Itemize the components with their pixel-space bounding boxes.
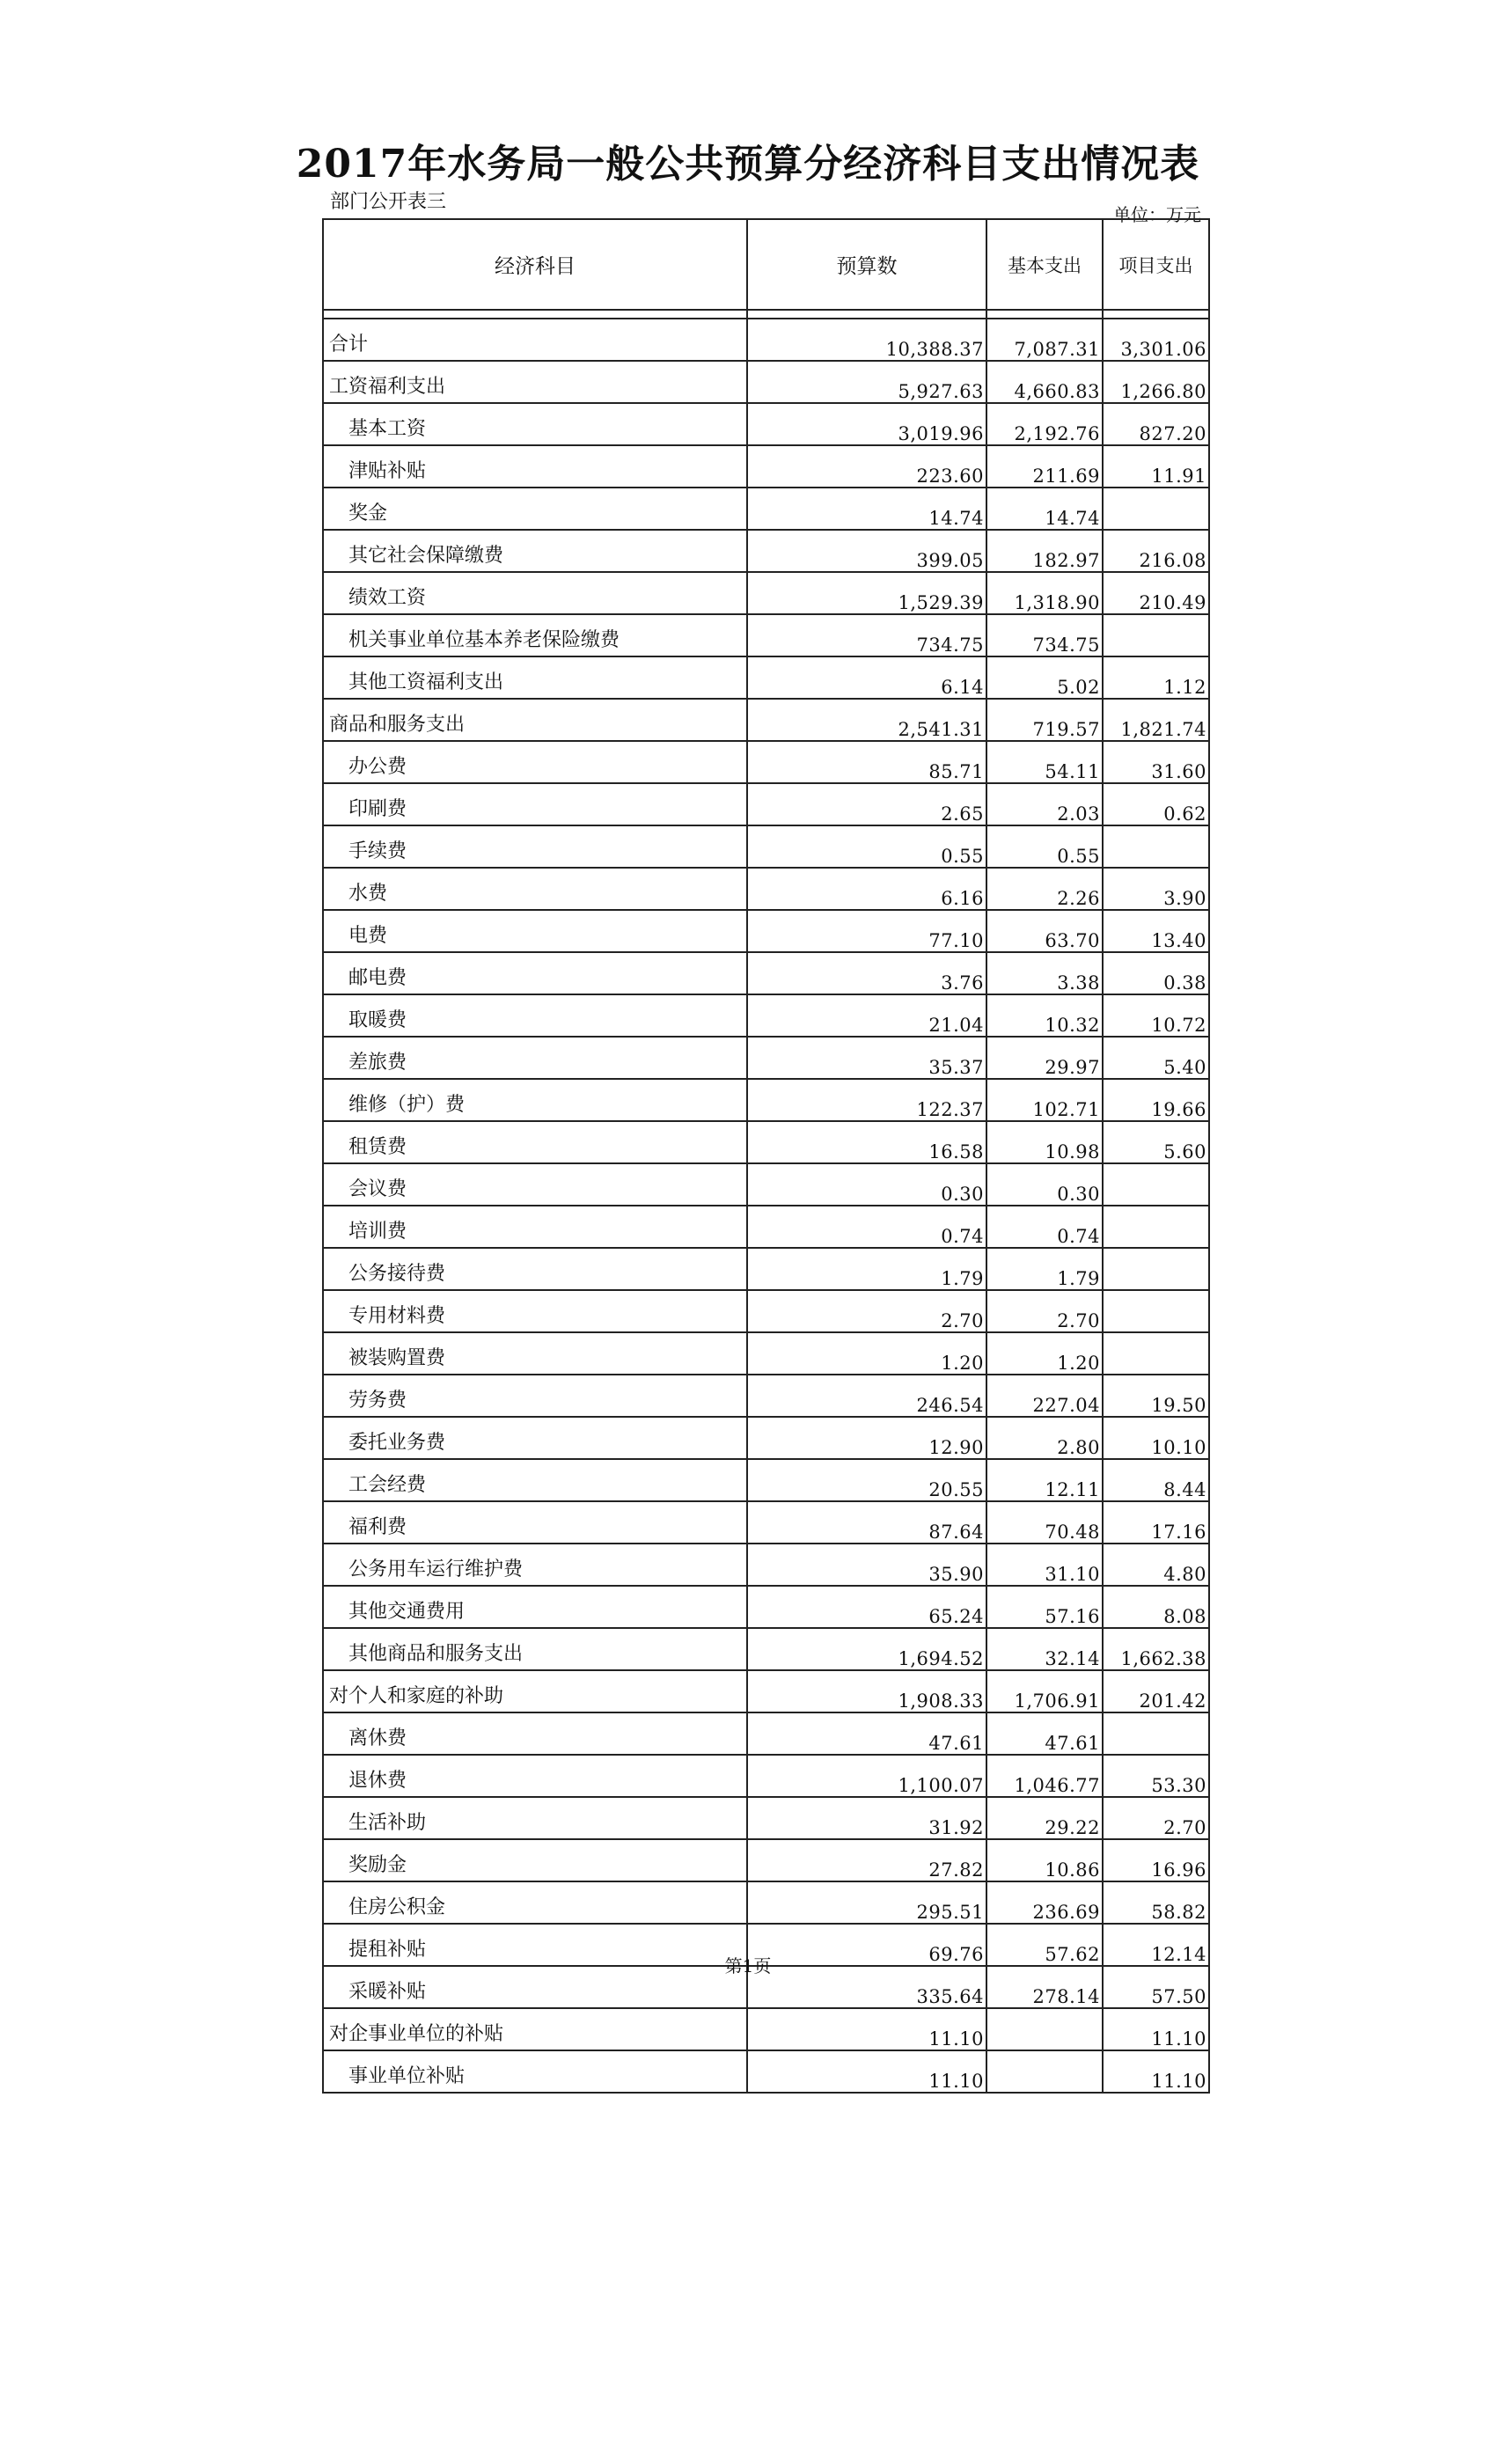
row-budget-cell: 0.55 — [747, 825, 986, 868]
row-basic-cell: 47.61 — [986, 1712, 1103, 1755]
row-name-cell: 水费 — [323, 868, 747, 910]
row-name-cell: 差旅费 — [323, 1037, 747, 1079]
row-project-cell: 0.62 — [1103, 783, 1209, 825]
row-name-cell: 其他交通费用 — [323, 1586, 747, 1628]
row-project-cell: 11.10 — [1103, 2008, 1209, 2050]
row-project-cell — [1103, 1332, 1209, 1375]
row-name-cell: 基本工资 — [323, 403, 747, 445]
row-name-cell: 退休费 — [323, 1755, 747, 1797]
row-project-cell — [1103, 1248, 1209, 1290]
row-budget-cell: 16.58 — [747, 1121, 986, 1163]
row-project-cell: 53.30 — [1103, 1755, 1209, 1797]
table-row — [323, 952, 1209, 994]
row-budget-cell: 10,388.37 — [747, 319, 986, 361]
row-basic-cell: 10.98 — [986, 1121, 1103, 1163]
row-project-cell: 3,301.06 — [1103, 319, 1209, 361]
row-budget-cell: 223.60 — [747, 445, 986, 488]
row-budget-cell: 2.70 — [747, 1290, 986, 1332]
row-basic-cell: 719.57 — [986, 699, 1103, 741]
table-row — [323, 1628, 1209, 1670]
row-basic-cell: 29.97 — [986, 1037, 1103, 1079]
row-budget-cell: 295.51 — [747, 1881, 986, 1924]
row-basic-cell: 12.11 — [986, 1459, 1103, 1501]
row-budget-cell: 0.30 — [747, 1163, 986, 1206]
row-project-cell: 16.96 — [1103, 1839, 1209, 1881]
row-basic-cell: 3.38 — [986, 952, 1103, 994]
row-budget-cell: 2.65 — [747, 783, 986, 825]
row-basic-cell: 14.74 — [986, 488, 1103, 530]
row-project-cell: 216.08 — [1103, 530, 1209, 572]
row-name-cell: 其他工资福利支出 — [323, 656, 747, 699]
row-name-cell: 会议费 — [323, 1163, 747, 1206]
row-project-cell — [1103, 1163, 1209, 1206]
table-body — [323, 310, 1209, 2093]
table-row — [323, 1248, 1209, 1290]
row-budget-cell: 335.64 — [747, 1966, 986, 2008]
row-budget-cell: 35.37 — [747, 1037, 986, 1079]
row-basic-cell: 10.32 — [986, 994, 1103, 1037]
row-project-cell: 210.49 — [1103, 572, 1209, 614]
table-row — [323, 403, 1209, 445]
row-budget-cell: 65.24 — [747, 1586, 986, 1628]
row-project-cell: 2.70 — [1103, 1797, 1209, 1839]
column-header-project: 项目支出 — [1103, 219, 1209, 310]
row-project-cell: 12.14 — [1103, 1924, 1209, 1966]
table-row — [323, 825, 1209, 868]
row-budget-cell: 77.10 — [747, 910, 986, 952]
table-header-row — [323, 219, 1209, 310]
row-name-cell: 工会经费 — [323, 1459, 747, 1501]
row-name-cell: 工资福利支出 — [323, 361, 747, 403]
row-name-cell: 公务用车运行维护费 — [323, 1544, 747, 1586]
row-basic-cell: 2.26 — [986, 868, 1103, 910]
row-basic-cell: 4,660.83 — [986, 361, 1103, 403]
row-name-cell: 奖励金 — [323, 1839, 747, 1881]
table-row — [323, 868, 1209, 910]
row-project-cell: 8.44 — [1103, 1459, 1209, 1501]
row-basic-cell: 29.22 — [986, 1797, 1103, 1839]
table-row — [323, 1712, 1209, 1755]
row-basic-cell: 57.62 — [986, 1924, 1103, 1966]
column-header-item: 经济科目 — [323, 219, 747, 310]
row-budget-cell: 246.54 — [747, 1375, 986, 1417]
row-budget-cell: 0.74 — [747, 1206, 986, 1248]
row-project-cell: 3.90 — [1103, 868, 1209, 910]
row-budget-cell: 20.55 — [747, 1459, 986, 1501]
row-basic-cell: 63.70 — [986, 910, 1103, 952]
row-basic-cell: 70.48 — [986, 1501, 1103, 1544]
row-name-cell: 租赁费 — [323, 1121, 747, 1163]
row-budget-cell: 3,019.96 — [747, 403, 986, 445]
table-row — [323, 994, 1209, 1037]
row-budget-cell: 27.82 — [747, 1839, 986, 1881]
table-row — [323, 488, 1209, 530]
row-name-cell: 津贴补贴 — [323, 445, 747, 488]
row-budget-cell: 12.90 — [747, 1417, 986, 1459]
table-row — [323, 783, 1209, 825]
row-basic-cell: 32.14 — [986, 1628, 1103, 1670]
row-project-cell — [1103, 825, 1209, 868]
row-project-cell: 8.08 — [1103, 1586, 1209, 1628]
row-project-cell: 0.38 — [1103, 952, 1209, 994]
row-basic-cell: 10.86 — [986, 1839, 1103, 1881]
row-basic-cell: 0.30 — [986, 1163, 1103, 1206]
row-budget-cell: 69.76 — [747, 1924, 986, 1966]
row-name-cell: 采暖补贴 — [323, 1966, 747, 2008]
table-row — [323, 530, 1209, 572]
table-row — [323, 1586, 1209, 1628]
row-basic-cell: 734.75 — [986, 614, 1103, 656]
column-header-budget: 预算数 — [747, 219, 986, 310]
table-row — [323, 1332, 1209, 1375]
row-name-cell: 取暖费 — [323, 994, 747, 1037]
table-row — [323, 614, 1209, 656]
row-basic-cell: 31.10 — [986, 1544, 1103, 1586]
row-name-cell: 其他商品和服务支出 — [323, 1628, 747, 1670]
table-row — [323, 1037, 1209, 1079]
row-project-cell — [1103, 1712, 1209, 1755]
row-basic-cell: 2.70 — [986, 1290, 1103, 1332]
table-row — [323, 1797, 1209, 1839]
row-project-cell: 10.10 — [1103, 1417, 1209, 1459]
table-row — [323, 572, 1209, 614]
row-name-cell: 对个人和家庭的补助 — [323, 1670, 747, 1712]
row-project-cell: 19.66 — [1103, 1079, 1209, 1121]
row-project-cell: 17.16 — [1103, 1501, 1209, 1544]
table-row — [323, 1375, 1209, 1417]
row-budget-cell: 21.04 — [747, 994, 986, 1037]
row-project-cell: 5.60 — [1103, 1121, 1209, 1163]
row-project-cell: 1,266.80 — [1103, 361, 1209, 403]
row-budget-cell: 1.79 — [747, 1248, 986, 1290]
row-basic-cell — [986, 2008, 1103, 2050]
row-basic-cell: 1.79 — [986, 1248, 1103, 1290]
row-project-cell: 201.42 — [1103, 1670, 1209, 1712]
row-name-cell: 福利费 — [323, 1501, 747, 1544]
row-budget-cell: 47.61 — [747, 1712, 986, 1755]
column-header-basic: 基本支出 — [986, 219, 1103, 310]
row-name-cell: 印刷费 — [323, 783, 747, 825]
table-row — [323, 1544, 1209, 1586]
row-project-cell — [1103, 614, 1209, 656]
row-budget-cell: 1,908.33 — [747, 1670, 986, 1712]
table-row — [323, 1163, 1209, 1206]
table-row — [323, 1290, 1209, 1332]
row-project-cell: 57.50 — [1103, 1966, 1209, 2008]
row-name-cell: 被装购置费 — [323, 1332, 747, 1375]
table-row — [323, 1670, 1209, 1712]
row-project-cell: 10.72 — [1103, 994, 1209, 1037]
row-basic-cell: 227.04 — [986, 1375, 1103, 1417]
table-row — [323, 741, 1209, 783]
budget-table — [322, 218, 1210, 2094]
row-project-cell: 11.10 — [1103, 2050, 1209, 2093]
row-basic-cell: 57.16 — [986, 1586, 1103, 1628]
row-basic-cell: 7,087.31 — [986, 319, 1103, 361]
row-budget-cell: 2,541.31 — [747, 699, 986, 741]
row-budget-cell: 1,529.39 — [747, 572, 986, 614]
row-basic-cell: 182.97 — [986, 530, 1103, 572]
page-number: 第1页 — [724, 1955, 772, 1976]
row-project-cell: 58.82 — [1103, 1881, 1209, 1924]
row-name-cell: 离休费 — [323, 1712, 747, 1755]
row-name-cell: 绩效工资 — [323, 572, 747, 614]
row-name-cell: 住房公积金 — [323, 1881, 747, 1924]
table-row — [323, 2008, 1209, 2050]
row-name-cell: 奖金 — [323, 488, 747, 530]
row-budget-cell: 399.05 — [747, 530, 986, 572]
table-row — [323, 2050, 1209, 2093]
row-basic-cell: 54.11 — [986, 741, 1103, 783]
table-row — [323, 1881, 1209, 1924]
row-budget-cell: 35.90 — [747, 1544, 986, 1586]
header-gap-row — [323, 310, 1209, 319]
table-row — [323, 1755, 1209, 1797]
table-row — [323, 910, 1209, 952]
row-name-cell: 合计 — [323, 319, 747, 361]
row-budget-cell: 5,927.63 — [747, 361, 986, 403]
row-basic-cell: 0.55 — [986, 825, 1103, 868]
table-row — [323, 319, 1209, 361]
row-name-cell: 其它社会保障缴费 — [323, 530, 747, 572]
row-name-cell: 专用材料费 — [323, 1290, 747, 1332]
row-name-cell: 公务接待费 — [323, 1248, 747, 1290]
table-row — [323, 1839, 1209, 1881]
row-basic-cell: 2.03 — [986, 783, 1103, 825]
row-basic-cell: 2,192.76 — [986, 403, 1103, 445]
row-project-cell — [1103, 488, 1209, 530]
row-basic-cell: 5.02 — [986, 656, 1103, 699]
row-name-cell: 事业单位补贴 — [323, 2050, 747, 2093]
row-project-cell: 1,662.38 — [1103, 1628, 1209, 1670]
row-name-cell: 邮电费 — [323, 952, 747, 994]
row-budget-cell: 11.10 — [747, 2050, 986, 2093]
row-name-cell: 生活补助 — [323, 1797, 747, 1839]
row-name-cell: 机关事业单位基本养老保险缴费 — [323, 614, 747, 656]
row-name-cell: 手续费 — [323, 825, 747, 868]
row-budget-cell: 31.92 — [747, 1797, 986, 1839]
row-name-cell: 维修（护）费 — [323, 1079, 747, 1121]
row-project-cell: 11.91 — [1103, 445, 1209, 488]
row-project-cell: 1,821.74 — [1103, 699, 1209, 741]
row-basic-cell — [986, 2050, 1103, 2093]
row-basic-cell: 1,318.90 — [986, 572, 1103, 614]
table-row — [323, 1417, 1209, 1459]
row-project-cell — [1103, 1290, 1209, 1332]
row-budget-cell: 1.20 — [747, 1332, 986, 1375]
row-project-cell: 5.40 — [1103, 1037, 1209, 1079]
row-project-cell: 4.80 — [1103, 1544, 1209, 1586]
table-row — [323, 445, 1209, 488]
row-basic-cell: 0.74 — [986, 1206, 1103, 1248]
table-row — [323, 1206, 1209, 1248]
table-row — [323, 1121, 1209, 1163]
row-basic-cell: 2.80 — [986, 1417, 1103, 1459]
row-budget-cell: 6.14 — [747, 656, 986, 699]
row-budget-cell: 734.75 — [747, 614, 986, 656]
page-title: 2017年水务局一般公共预算分经济科目支出情况表 — [296, 142, 1200, 187]
row-name-cell: 劳务费 — [323, 1375, 747, 1417]
row-basic-cell: 278.14 — [986, 1966, 1103, 2008]
row-project-cell: 827.20 — [1103, 403, 1209, 445]
row-name-cell: 电费 — [323, 910, 747, 952]
row-name-cell: 办公费 — [323, 741, 747, 783]
row-project-cell — [1103, 1206, 1209, 1248]
row-basic-cell: 1,706.91 — [986, 1670, 1103, 1712]
row-name-cell: 提租补贴 — [323, 1924, 747, 1966]
row-budget-cell: 3.76 — [747, 952, 986, 994]
row-budget-cell: 1,100.07 — [747, 1755, 986, 1797]
row-budget-cell: 87.64 — [747, 1501, 986, 1544]
row-project-cell: 31.60 — [1103, 741, 1209, 783]
row-budget-cell: 122.37 — [747, 1079, 986, 1121]
row-project-cell: 19.50 — [1103, 1375, 1209, 1417]
table-row — [323, 1459, 1209, 1501]
row-name-cell: 委托业务费 — [323, 1417, 747, 1459]
row-name-cell: 对企事业单位的补贴 — [323, 2008, 747, 2050]
table-row — [323, 1501, 1209, 1544]
row-basic-cell: 102.71 — [986, 1079, 1103, 1121]
row-budget-cell: 14.74 — [747, 488, 986, 530]
row-budget-cell: 11.10 — [747, 2008, 986, 2050]
row-basic-cell: 1.20 — [986, 1332, 1103, 1375]
row-project-cell: 13.40 — [1103, 910, 1209, 952]
table-row — [323, 1079, 1209, 1121]
row-basic-cell: 211.69 — [986, 445, 1103, 488]
table-row — [323, 656, 1209, 699]
unit-label: 单位：万元 — [1113, 204, 1201, 225]
row-budget-cell: 1,694.52 — [747, 1628, 986, 1670]
row-project-cell: 1.12 — [1103, 656, 1209, 699]
table-row — [323, 361, 1209, 403]
row-basic-cell: 1,046.77 — [986, 1755, 1103, 1797]
row-budget-cell: 6.16 — [747, 868, 986, 910]
row-basic-cell: 236.69 — [986, 1881, 1103, 1924]
row-name-cell: 商品和服务支出 — [323, 699, 747, 741]
form-label: 部门公开表三 — [330, 191, 447, 213]
row-name-cell: 培训费 — [323, 1206, 747, 1248]
table-row — [323, 699, 1209, 741]
row-budget-cell: 85.71 — [747, 741, 986, 783]
